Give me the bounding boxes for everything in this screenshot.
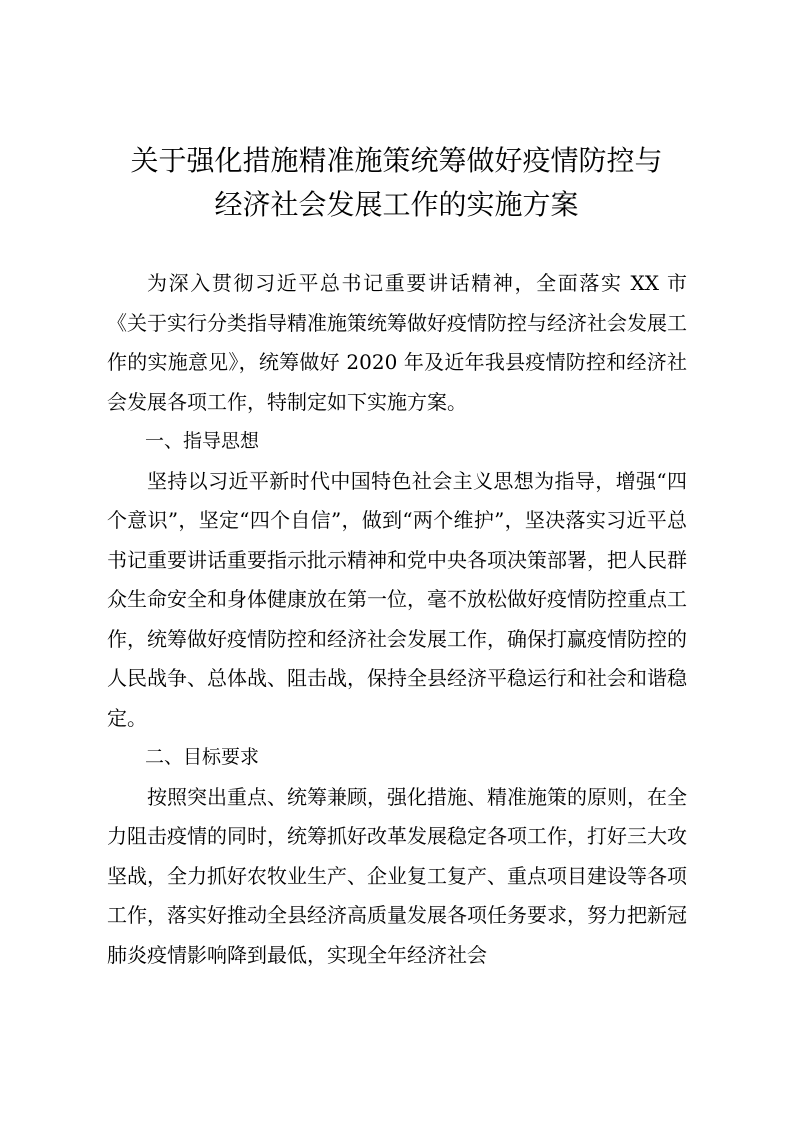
- document-body: [107, 264, 687, 975]
- intro-paragraph: 为深入贯彻习近平总书记重要讲话精神，全面落实 XX 市《关于实行分类指导精准施策统筹做好疫情防控与经济社会发展工作的实施意见》，统筹做好 2020 年及近年我县疫情防控和经济社会发展各项工作，特制定如下实施方案。: [107, 271, 687, 414]
- objectives-paragraph: 按照突出重点、统筹兼顾，强化措施、精准施策的原则，在全力阻击疫情的同时，统筹抓好改革发展稳定各项工作，打好三大攻坚战，全力抓好农牧业生产、企业复工复产、重点项目建设等各项工作，落实好推动全县经济高质量发展各项任务要求，努力把新冠肺炎疫情影响降到最低，实现全年经济社会: [107, 784, 687, 967]
- section-heading-objectives: 二、目标要求: [145, 746, 260, 768]
- title-line-1: 关于强化措施精准施策统筹做好疫情防控与: [130, 144, 663, 177]
- guiding-thought-paragraph: 坚持以习近平新时代中国特色社会主义思想为指导，增强“四个意识”，坚定“四个自信”，做到“两个维护”，坚决落实习近平总书记重要讲话重要指示批示精神和党中央各项决策部署，把人民群众生命安全和身体健康放在第一位，毫不放松做好疫情防控重点工作，统筹做好疫情防控和经济社会发展工作，确保打赢疫情防控的人民战争、总体战、阻击战，保持全县经济平稳运行和社会和谐稳定。: [107, 468, 687, 730]
- document-title: [0, 139, 793, 227]
- title-line-2: 经济社会发展工作的实施方案: [214, 188, 579, 221]
- section-heading-guiding-thought: 一、指导思想: [145, 430, 260, 452]
